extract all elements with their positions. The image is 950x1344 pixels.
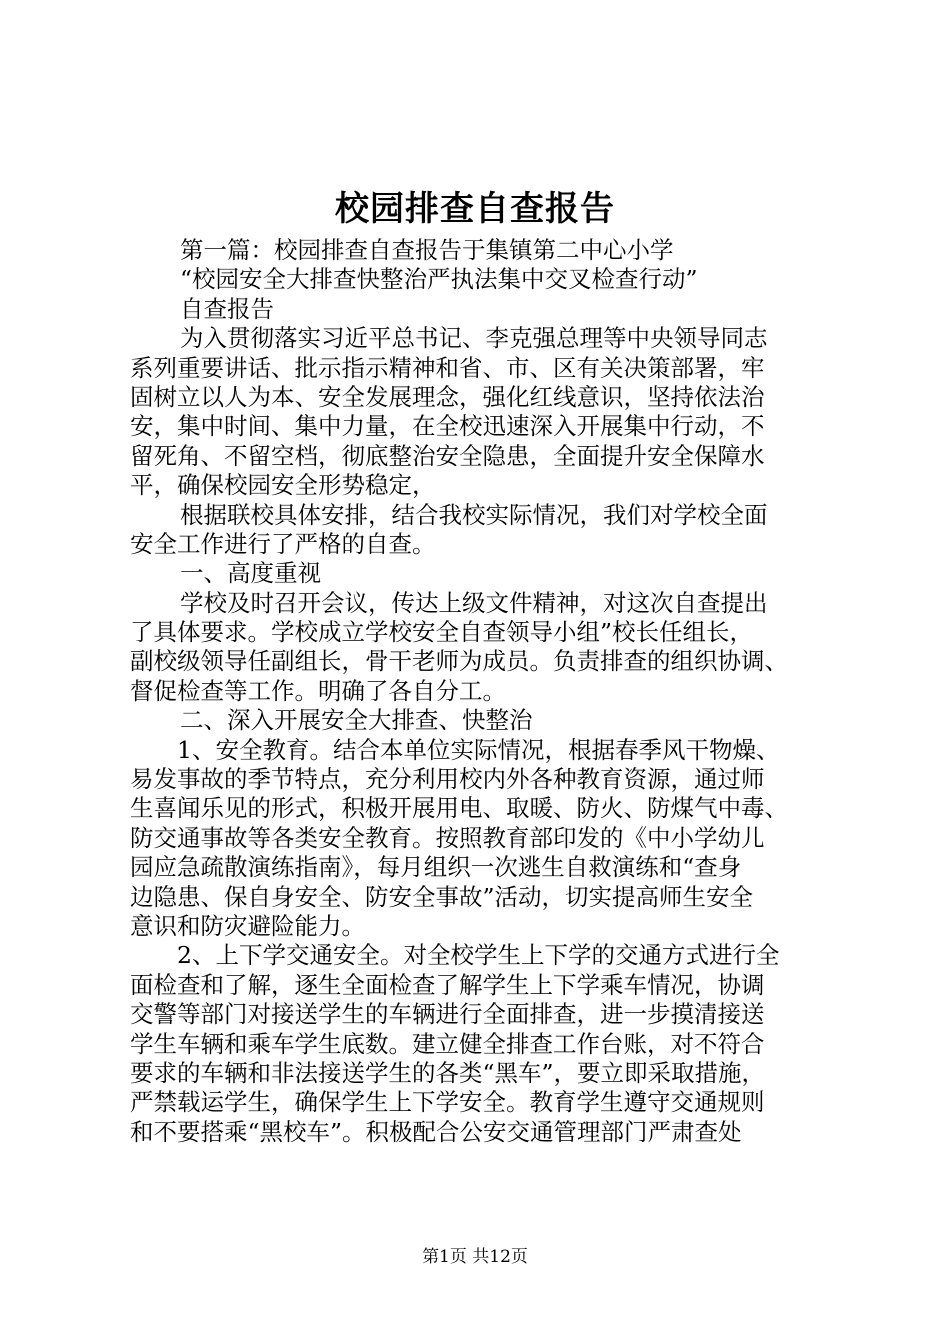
text-line: 生喜闻乐见的形式，积极开展用电、取暖、防火、防煤气中毒、: [130, 794, 788, 823]
text-line: 严禁载运学生，确保学生上下学安全。教育学生遵守交通规则: [130, 1088, 765, 1117]
text-line: 边隐患、保自身安全、防安全事故”活动，切实提高师生安全: [130, 882, 754, 911]
text-line: 根据联校具体安排，结合我校实际情况，我们对学校全面: [180, 500, 768, 529]
document-body: [130, 236, 830, 1147]
text-line: 面检查和了解，逐生全面检查了解学生上下学乘车情况，协调: [130, 970, 765, 999]
text-line: 防交通事故等各类安全教育。按照教育部印发的《中小学幼儿: [130, 823, 765, 852]
text-line: 安，集中时间、集中力量，在全校迅速深入开展集中行动，不: [130, 412, 765, 441]
text-line: “校园安全大排查快整治严执法集中交叉检查行动”: [180, 265, 698, 294]
text-line: 平，确保校园安全形势稳定，: [130, 471, 436, 500]
text-line: 1、安全教育。结合本单位实际情况，根据春季风干物燥、: [177, 735, 780, 764]
text-line: 园应急疏散演练指南》，每月组织一次逃生自救演练和“查身: [130, 853, 742, 882]
document-title: 校园排查自查报告: [335, 189, 615, 229]
text-line: 了具体要求。学校成立学校安全自查领导小组”校长任组长，: [130, 618, 754, 647]
text-line: 第一篇：校园排查自查报告于集镇第二中心小学: [180, 236, 674, 264]
text-line: 自查报告: [180, 294, 274, 323]
text-line: 为入贯彻落实习近平总书记、李克强总理等中央领导同志: [180, 324, 768, 353]
text-line: 学生车辆和乘车学生底数。建立健全排查工作台账，对不符合: [130, 1029, 765, 1058]
page-footer: 第1页 共12页: [422, 1247, 528, 1267]
text-line: 学校及时召开会议，传达上级文件精神，对这次自查提出: [180, 588, 768, 617]
section-heading: 一、高度重视: [180, 559, 321, 588]
text-line: 易发事故的季节特点，充分利用校内外各种教育资源，通过师: [130, 765, 765, 794]
text-line: 督促检查等工作。明确了各自分工。: [130, 676, 506, 705]
text-line: 安全工作进行了严格的自查。: [130, 529, 436, 558]
text-line: 系列重要讲话、批示指示精神和省、市、区有关决策部署，牢: [130, 353, 765, 382]
text-line: 交警等部门对接送学生的车辆进行全面排查，进一步摸清接送: [130, 1000, 765, 1029]
text-line: 意识和防灾避险能力。: [130, 911, 365, 940]
text-line: 固树立以人为本、安全发展理念，强化红线意识，坚持依法治: [130, 382, 765, 411]
text-line: 2、上下学交通安全。对全校学生上下学的交通方式进行全: [177, 941, 780, 970]
text-line: 留死角、不留空档，彻底整治安全隐患，全面提升安全保障水: [130, 441, 765, 470]
text-line: 和不要搭乘“黑校车”。积极配合公安交通管理部门严肃查处: [130, 1117, 742, 1146]
section-heading: 二、深入开展安全大排查、快整治: [180, 706, 533, 735]
text-line: 要求的车辆和非法接送学生的各类“黑车”，要立即采取措施，: [130, 1058, 766, 1087]
text-line: 副校级领导任副组长，骨干老师为成员。负责排查的组织协调、: [130, 647, 788, 676]
